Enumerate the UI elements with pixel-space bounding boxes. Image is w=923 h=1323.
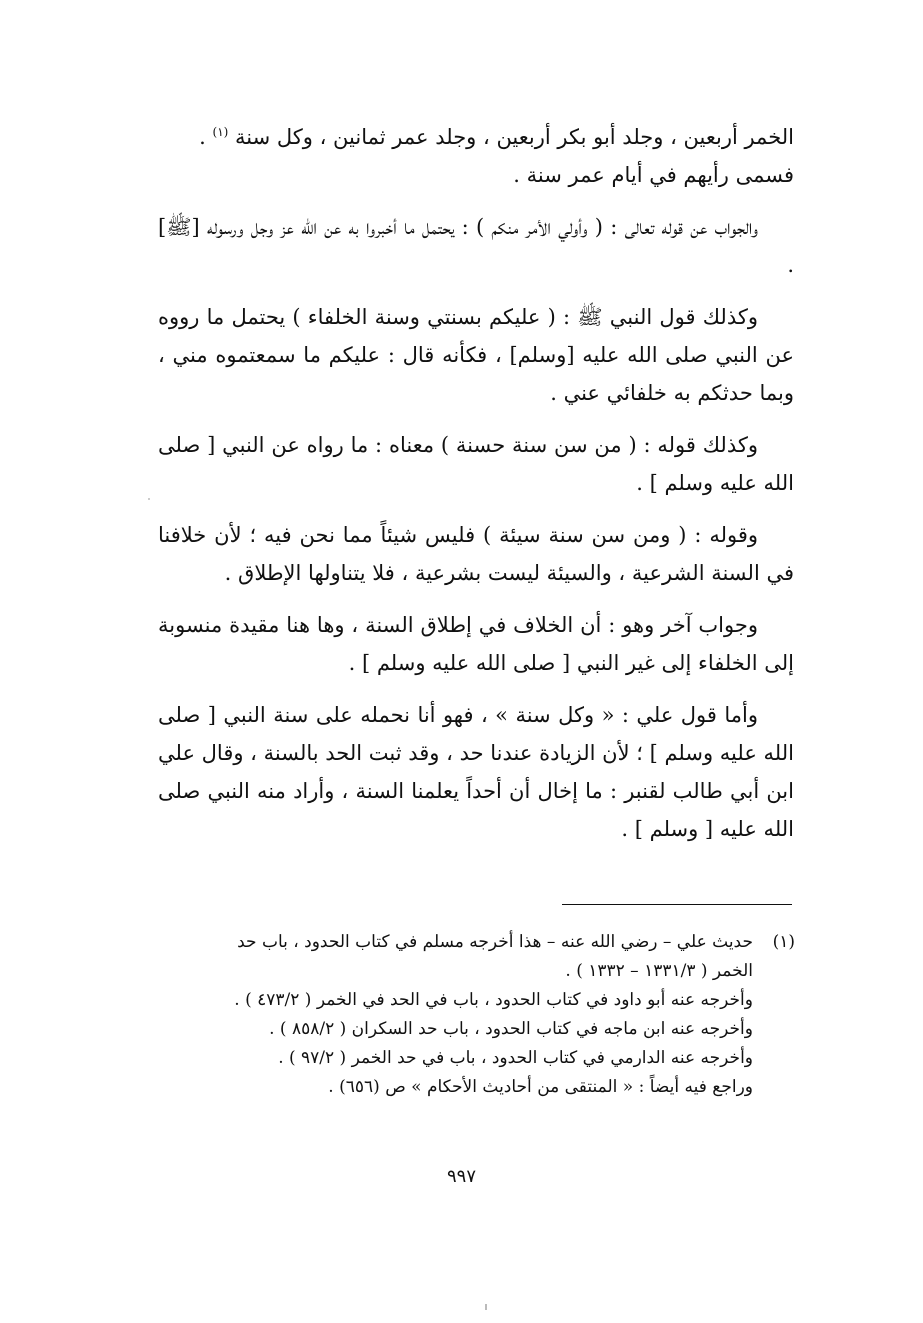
footnote-line-1: حديث علي – رضي الله عنه – هذا أخرجه مسلم في كتاب الحدود ، باب حد [237,932,753,952]
paragraph-2: والجواب عن قوله تعالى : ( وأولي الأمر منكم ) : يحتمل ما أخبروا به عن الله عز وجل ورسوله [ﷺ] . [158,215,794,277]
paragraph-5: وقوله : ( ومن سن سنة سيئة ) فليس شيئاً مما نحن فيه ؛ لأن خلافنا في السنة الشرعية ، والسيئة ليست بشرعية ، فلا يتناولها الإطلاق . [158,523,794,585]
paragraph-1-line-1-tail: . [199,125,213,149]
footnotes [150,928,795,1102]
paragraph-7: وأما قول علي : « وكل سنة » ، فهو أنا نحمله على سنة النبي [ صلى الله عليه وسلم ] ؛ لأن الزيادة عندنا حد ، وقد ثبت الحد بالسنة ، وقال علي ابن أبي طالب لقنبر : ما إخال أن أحداً يعلمنا السنة ، وأراد منه النبي صلى الله عليه [ وسلم ] . [158,703,794,841]
footnote-line-6: وراجع فيه أيضاً : « المنتقى من أحاديث الأحكام » ص (٦٥٦) . [328,1077,753,1097]
paragraph-3: وكذلك قول النبي ﷺ : ( عليكم بسنتي وسنة الخلفاء ) يحتمل ما رووه عن النبي صلى الله عليه [وسلم] ، فكأنه قال : عليكم ما سمعتموه مني ، وبما حدثكم به خلفائي عني . [158,305,794,405]
paragraph-4: وكذلك قوله : ( من سن سنة حسنة ) معناه : ما رواه عن النبي [ صلى الله عليه وسلم ] . [158,433,794,495]
footnote-line-3: وأخرجه عنه أبو داود في كتاب الحدود ، باب في الحد في الخمر ( ٤٧٣/٢ ) . [234,990,753,1010]
paragraph-6: وجواب آخر وهو : أن الخلاف في إطلاق السنة ، وها هنا مقيدة منسوبة إلى الخلفاء إلى غير النبي [ صلى الله عليه وسلم ] . [158,613,794,675]
paragraph-1-line-2: فسمى رأيهم في أيام عمر سنة . [513,163,794,187]
main-text [158,118,794,862]
footnote-reference[interactable]: (١) [212,125,229,139]
scan-artifact [485,1304,487,1310]
footnote-separator [562,904,792,905]
scan-speck [148,498,150,500]
page-number: ٩٩٧ [446,1166,476,1187]
footnote-line-2: الخمر ( ١٣٣١/٣ – ١٣٣٢ ) . [565,961,753,981]
paragraph-1-line-1: الخمر أربعين ، وجلد أبو بكر أربعين ، وجلد عمر ثمانين ، وكل سنة [235,125,794,149]
paragraph-1 [158,118,794,194]
footnote-line-4: وأخرجه عنه ابن ماجه في كتاب الحدود ، باب حد السكران ( ٨٥٨/٢ ) . [269,1019,753,1039]
footnote-1 [150,928,795,957]
footnote-line-5: وأخرجه عنه الدارمي في كتاب الحدود ، باب في حد الخمر ( ٩٧/٢ ) . [278,1048,753,1068]
footnote-number: (١) [772,932,795,952]
